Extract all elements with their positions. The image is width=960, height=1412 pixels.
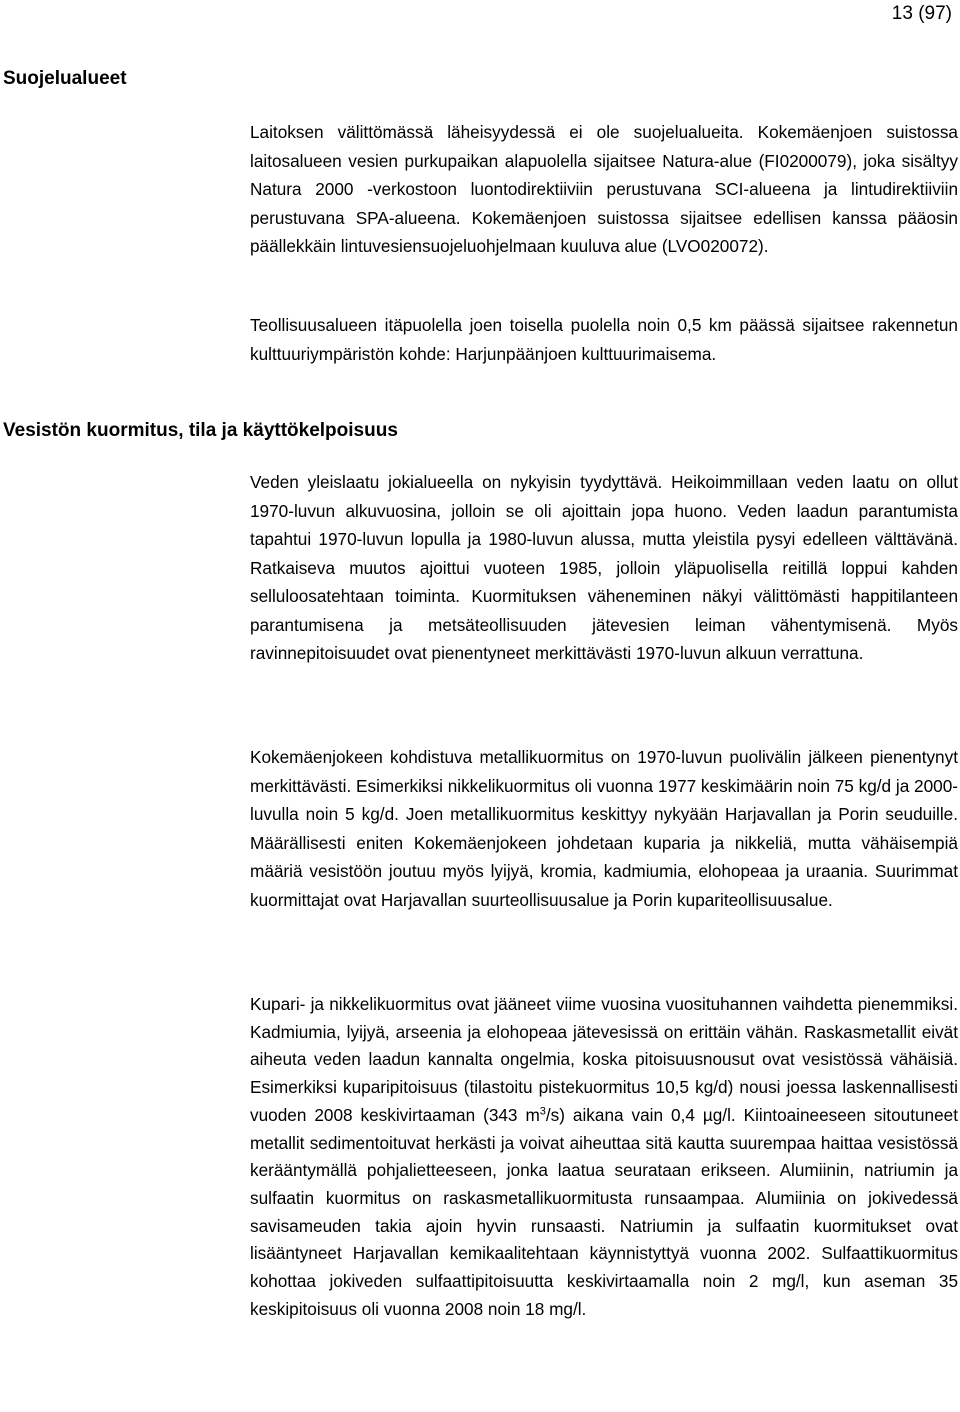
paragraph: Veden yleislaatu jokialueella on nykyisin tyydyttävä. Heikoimmillaan veden laatu on ollut 1970-luvun alkuvuosina, jolloin se oli ajoittain jopa huono. Veden laadun parantumista tapahtui 1970-luvun lopulla ja 1980-luvun alussa, mutta yleistila pysyi edelleen välttävänä. Ratkaiseva muutos ajoittui vuoteen 1985, jolloin yläpuolisella reitillä loppui kahden selluloosatehtaan toiminta. Kuormituksen väheneminen näkyi välittömästi happitilanteen parantumisena ja metsäteollisuuden jätevesien leiman vähentymisenä. Myös ravinnepitoisuudet ovat pienentyneet merkittävästi 1970-luvun alkuun verrattuna.	[250, 472, 958, 664]
section-heading-vesiston-kuormitus: Vesistön kuormitus, tila ja käyttökelpoisuus	[3, 420, 398, 441]
paragraph-text: Kupari- ja nikkelikuormitus ovat jääneet viime vuosina vuosituhannen vaihdetta pienemmiksi. Kadmiumia, lyijyä, arseenia ja elohopeaa jätevesissä on erittäin vähän. Raskasmetallit eivät aiheuta veden laadun kannalta ongelmia, koska pitoisuusnousut ovat vesistössä vähäisiä. Esimerkiksi kuparipitoisuus (tilastoitu pistekuormitus 10,5 kg/d) nousi joessa laskennallisesti vuoden 2008 keskivirtaaman (343 m	[250, 994, 958, 1125]
page-number: 13 (97)	[891, 3, 952, 24]
paragraph: Kokemäenjokeen kohdistuva metallikuormitus on 1970-luvun puolivälin jälkeen pienentynyt merkittävästi. Esimerkiksi nikkelikuormitus oli vuonna 1977 keskimäärin noin 75 kg/d ja 2000-luvulla noin 5 kg/d. Joen metallikuormitus keskittyy nykyään Harjavallan ja Porin seuduille. Määrällisesti eniten Kokemäenjokeen johdetaan kuparia ja nikkeliä, mutta vähäisempiä määriä vesistöön joutuu myös lyijyä, kromia, kadmiumia, elohopeaa ja uraania. Suurimmat kuormittajat ovat Harjavallan suurteollisuusalue ja Porin kuparitеollisuusalue.	[250, 747, 958, 910]
paragraph	[250, 991, 958, 1323]
paragraph: Teollisuusalueen itäpuolella joen toisella puolella noin 0,5 km päässä sijaitsee rakennetun kulttuuriympäristön kohde: Harjunpäänjoen kulttuurimaisema.	[250, 315, 958, 364]
paragraph-text: /s) aikana vain 0,4 µg/l. Kiintoaineeseen sitoutuneet metallit sedimentoituvat herkästi ja voivat aiheuttaa sitä kautta suurempaa haittaa vesistössä kerääntymällä pohjalietteeseen, jonka laatua seurataan erikseen. Alumiinin, natriumin ja sulfaatin kuormitus on raskasmetallikuormitusta runsaampaa. Alumiinia on jokivedessä savisameuden takia ajoin hyvin runsaasti. Natriumin ja sulfaatin kuormitukset ovat lisääntyneet Harjavallan kemikaalitehtaan käynnistyttyä vuonna 2002. Sulfaattikuormitus kohottaa jokiveden sulfaattipitoisuutta keskivirtaamalla noin 2 mg/l, kun aseman 35 keskipitoisuus oli vuonna 2008 noin 18 mg/l.	[250, 1104, 958, 1319]
section-heading-suojelualueet: Suojelualueet	[3, 68, 127, 89]
paragraph: Laitoksen välittömässä läheisyydessä ei ole suojelualueita. Kokemäenjoen suistossa laitosalueen vesien purkupaikan alapuolella sijaitsee Natura-alue (FI0200079), joka sisältyy Natura 2000 -verkostoon luontodirektiiviin perustuvana SCI-alueena ja lintudirektiiviin perustuvana SPA-alueena. Kokemäenjoen suistossa sijaitsee edellisen kanssa pääosin päällekkäin lintuvesiensuojeluohjelmaan kuuluva alue (LVO020072).	[250, 122, 958, 257]
superscript: 3	[539, 1105, 546, 1118]
